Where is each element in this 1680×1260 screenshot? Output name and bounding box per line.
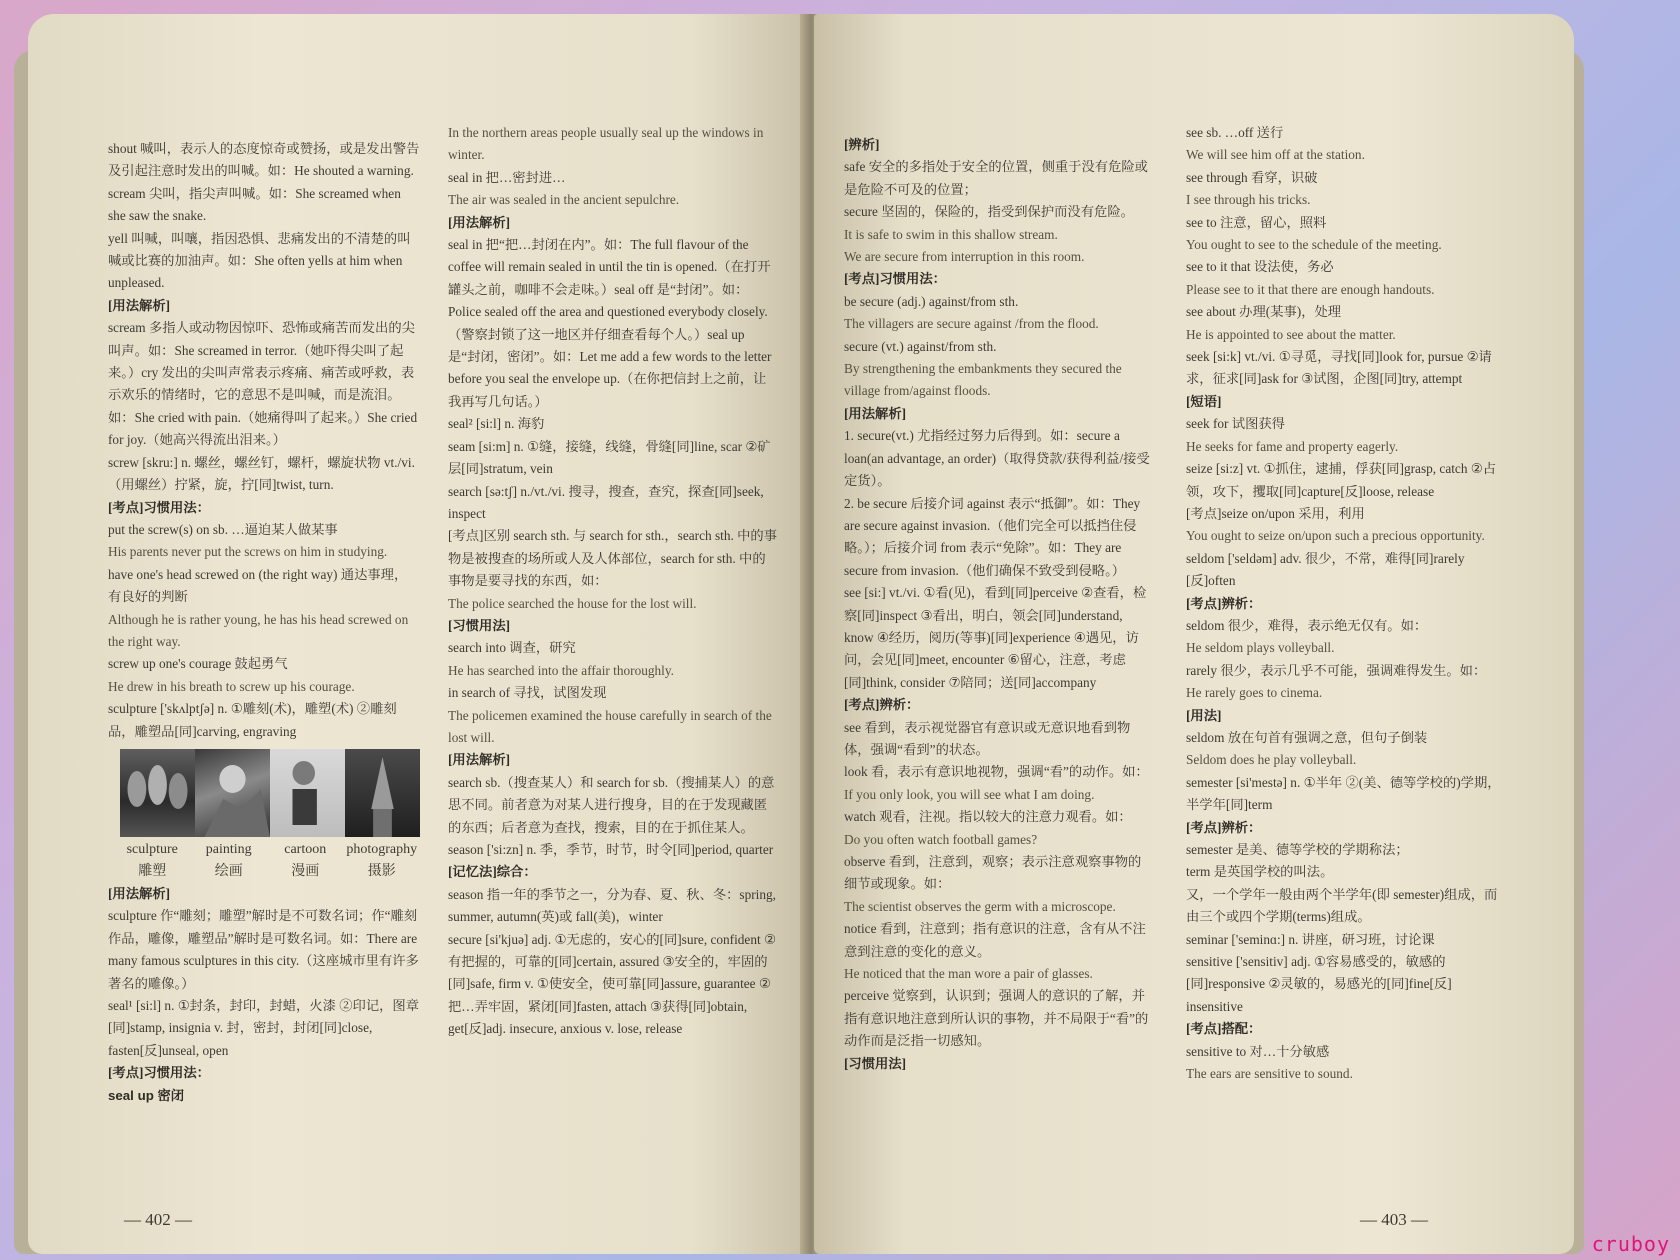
phrase-secure-against: secure (vt.) against/from sth. [844, 338, 997, 354]
note-semester: 又，一个学年一般由两个半学年(即 semester)组成，而由三个或四个学期(terms)组成。 [1186, 886, 1498, 925]
example-sentence: The air was sealed in the ancient sepulchre. [448, 192, 680, 208]
phrase-sensitive-to: sensitive to 对…十分敏感 [1186, 1043, 1330, 1059]
phrase-seal-up: seal up 密闭 [108, 1087, 185, 1103]
example-sentence: The police searched the house for the lost will. [448, 595, 697, 611]
section-collocation: [考点]搭配： [1186, 1021, 1262, 1037]
caption-cn-cartoon: 漫画 [291, 863, 320, 879]
phrase-screw-up-courage: screw up one's courage 鼓起勇气 [108, 656, 288, 672]
open-book [14, 14, 1584, 1254]
page-number-right: — 403 — [1360, 1210, 1428, 1229]
photography-image [345, 749, 420, 837]
caption-cn-sculpture: 雕塑 [138, 863, 167, 879]
section-usage-analysis: [用法解析] [448, 752, 511, 768]
left-page [28, 14, 808, 1254]
entry-screw: screw [skru:] n. 螺丝，螺丝钉，螺杆，螺旋状物 vt./vi.（用螺丝）拧紧，旋，拧[同]twist, turn. [108, 454, 415, 493]
phrase-see-about: see about 办理(某事)，处理 [1186, 304, 1342, 320]
entry-seldom: seldom ['seldəm] adv. 很少，不常，难得[同]rarely [反]often [1186, 550, 1465, 589]
example-sentence: You ought to see to the schedule of the meeting. [1186, 237, 1442, 253]
section-usage-analysis: [用法解析] [108, 885, 171, 901]
caption-painting: painting [205, 841, 252, 857]
example-sentence: It is safe to swim in this shallow stream. [844, 226, 1058, 242]
entry-yell: yell 叫喊，叫嚷，指因恐惧、悲痛发出的不清楚的叫喊或比赛的加油声。如：She often yells at him when unpleased. [108, 230, 411, 291]
entry-shout: shout 喊叫，表示人的态度惊奇或赞扬，或是发出警告及引起注意时发出的叫喊。如：He shouted a warning. [108, 141, 420, 179]
discrimination-rarely: rarely 很少，表示几乎不可能，强调难得发生。如： [1186, 662, 1487, 678]
section-discrimination: [辨析] [844, 137, 880, 152]
example-sentence: By strengthening the embankments they secured the village from/against floods. [844, 361, 1122, 399]
phrase-in-search-of: in search of 寻找，试图发现 [448, 685, 607, 701]
section-usage: [用法] [1186, 707, 1222, 723]
section-key-point: [考点]辨析： [1186, 819, 1262, 835]
picture-captions-chinese [114, 861, 420, 883]
example-sentence: Although he is rather young, he has his head screwed on the right way. [108, 611, 409, 649]
phrase-seal-in: seal in 把…密封进… [448, 169, 566, 185]
section-idiom-usage: [习惯用法] [448, 617, 511, 633]
entry-seminar: seminar ['seminɑ:] n. 讲座，研习班，讨论课 [1186, 931, 1435, 947]
example-sentence: We will see him off at the station. [1186, 147, 1365, 163]
section-key-point: [考点]习惯用法： [108, 1065, 210, 1081]
entry-secure: secure [si'kjuə] adj. ①无虑的，安心的[同]sure, confident ②有把握的，可靠的[同]certain, assured ③安全的，牢固的[同]safe, firm v. ①使安全，使可靠[同]assure, guarantee ②把…弄牢固，紧闭[同]fasten, attach ③获得[同]obtain, get[反]adj. insecure, anxious v. lose, release [448, 931, 776, 1037]
usage-sculpture: sculpture 作“雕刻；雕塑”解时是不可数名词；作“雕刻作品，雕像，雕塑品”解时是可数名词。如：There are many famous sculptures in this city.（这座城市里有许多著名的雕像。） [108, 908, 419, 991]
discrimination-term: term 是英国学校的叫法。 [1186, 864, 1334, 880]
discrimination-watch: watch 观看，注视。指以较大的注意力观看。如： [844, 809, 1132, 825]
discrimination-observe: observe 看到，注意到，观察；表示注意观察事物的细节或现象。如： [844, 854, 1142, 892]
entry-sensitive: sensitive ['sensitiv] adj. ①容易感受的，敏感的[同]responsive ②灵敏的，易感光的[同]fine[反] insensitive [1186, 954, 1452, 1014]
example-sentence: He seldom plays volleyball. [1186, 640, 1335, 656]
discrimination-see: see 看到，表示视觉器官有意识或无意识地看到物体，强调“看到”的状态。 [844, 719, 1131, 757]
phrase-head-screwed-on: have one's head screwed on (the right way) 通达事理，有良好的判断 [108, 566, 408, 605]
section-usage-analysis: [用法解析] [844, 405, 907, 421]
left-page-column-2 [448, 122, 778, 1162]
sculpture-photo [120, 749, 195, 837]
caption-cn-painting: 绘画 [214, 863, 243, 879]
example-sentence: The villagers are secure against /from the flood. [844, 316, 1099, 332]
memory-season: season 指一年的季节之一，分为春、夏、秋、冬：spring, summer, autumn(英)或 fall(美)，winter [448, 886, 776, 925]
right-page-column-1 [844, 134, 1154, 1162]
entry-semester: semester [si'mestə] n. ①半年 ②(美、德等学校的)学期，半学年[同]term [1186, 774, 1501, 813]
left-page-column-1 [108, 138, 420, 1162]
section-key-point: [考点]辨析： [1186, 595, 1262, 611]
example-sentence: Do you often watch football games? [844, 831, 1038, 847]
section-memory-method: [记忆法]综合： [448, 864, 537, 880]
discrimination-notice: notice 看到，注意到；指有意识的注意，含有从不注意到注意的变化的意义。 [844, 921, 1146, 959]
example-sentence: You ought to seize on/upon such a precious opportunity. [1186, 528, 1485, 544]
phrase-see-off: see sb. …off 送行 [1186, 125, 1284, 140]
phrase-see-to: see to 注意，留心，照料 [1186, 214, 1327, 230]
discrimination-look: look 看，表示有意识地视物，强调“看”的动作。如： [844, 764, 1149, 780]
discrimination-safe: safe 安全的多指处于安全的位置，侧重于没有危险或是危险不可及的位置； [844, 159, 1148, 197]
page-number-left: — 402 — [124, 1210, 192, 1229]
caption-cn-photography: 摄影 [367, 863, 396, 879]
right-page-column-2 [1186, 122, 1502, 1162]
right-page [814, 14, 1574, 1254]
section-key-point: [考点]辨析： [844, 697, 920, 713]
art-pictures-strip [120, 749, 420, 837]
caption-sculpture: sculpture [126, 841, 178, 857]
entry-season: season ['si:zn] n. 季，季节，时节，时令[同]period, quarter [448, 842, 774, 857]
example-sentence: We are secure from interruption in this room. [844, 249, 1085, 265]
entry-seal-1: seal¹ [si:l] n. ①封条，封印，封蜡，火漆 ②印记，图章[同]stamp, insignia v. 封，密封，封闭[同]close, fasten[反]unseal, open [108, 998, 420, 1058]
discrimination-secure: secure 坚固的，保险的，指受到保护而没有危险。 [844, 204, 1134, 220]
discrimination-seldom: seldom 很少，难得，表示绝无仅有。如： [1186, 617, 1428, 633]
example-sentence: He seeks for fame and property eagerly. [1186, 438, 1399, 454]
keypoint-search: [考点]区别 search sth. 与 search for sth.，search sth. 中的事物是被搜查的场所或人及人体部位，search for sth. 中的事物是要寻找的东西，如： [448, 528, 778, 589]
example-sentence: I see through his tricks. [1186, 192, 1311, 208]
entry-see: see [si:] vt./vi. ①看(见)，看到[同]perceive ②查看，检察[同]inspect ③看出，明白，领会[同]understand, know ④经历，阅历(等事)[同]experience ④遇见，访问，会见[同]meet, encounter ⑥留心，注意，考虑[同]think, consider ⑦陪同；送[同]accompany [844, 585, 1147, 690]
watermark: cruboy [1591, 1232, 1670, 1256]
phrase-see-through: see through 看穿，识破 [1186, 169, 1318, 185]
example-sentence: Please see to it that there are enough handouts. [1186, 281, 1435, 297]
usage-secure-2: 2. be secure 后接介词 against 表示“抵御”。如：They are secure against invasion.（他们完全可以抵挡住侵略。）；后接介词 from 表示“免除”。如：They are secure from invasion.（他们确保不致受到侵略。） [844, 495, 1141, 578]
phrase-see-to-it-that: see to it that 设法使，务必 [1186, 259, 1334, 275]
entry-scream: scream 尖叫，指尖声叫喊。如：She screamed when she saw the snake. [108, 185, 401, 224]
section-key-point: [考点]习惯用法： [844, 271, 946, 287]
example-sentence: The ears are sensitive to sound. [1186, 1066, 1353, 1082]
painting-image [195, 749, 270, 837]
entry-search: search [sə:tʃ] n./vt./vi. 搜寻，搜查，查究，探查[同]seek, inspect [448, 483, 764, 521]
keypoint-seize-on: [考点]seize on/upon 采用，利用 [1186, 505, 1365, 521]
example-sentence: Seldom does he play volleyball. [1186, 752, 1357, 768]
usage-seldom: seldom 放在句首有强调之意，但句子倒装 [1186, 729, 1428, 745]
entry-seam: seam [si:m] n. ①缝，接缝，线缝，骨缝[同]line, scar ②矿层[同]stratum, vein [448, 438, 771, 477]
phrase-be-secure-against: be secure (adj.) against/from sth. [844, 293, 1019, 309]
caption-photography: photography [346, 841, 418, 857]
example-sentence: The policemen examined the house carefully in search of the lost will. [448, 707, 772, 745]
discrimination-perceive: perceive 觉察到，认识到；强调人的意识的了解，并指有意识地注意到所认识的事物，并不局限于“看”的动作而是泛指一切感知。 [844, 988, 1149, 1049]
entry-sculpture: sculpture ['skʌlptʃə] n. ①雕刻(术)，雕塑(术) ②雕刻品，雕塑品[同]carving, engraving [108, 701, 397, 739]
phrase-put-the-screws: put the screw(s) on sb. …逼迫某人做某事 [108, 521, 338, 537]
phrase-search-into: search into 调查，研究 [448, 640, 576, 656]
caption-cartoon: cartoon [284, 841, 327, 857]
example-sentence: In the northern areas people usually seal up the windows in winter. [448, 125, 764, 163]
usage-secure-1: 1. secure(vt.) 尤指经过努力后得到。如：secure a loan(an advantage, an order)（取得贷款/获得利益/接受定货）。 [844, 428, 1150, 489]
section-phrases: [短语] [1186, 393, 1222, 409]
example-sentence: He rarely goes to cinema. [1186, 685, 1323, 701]
cartoon-image [270, 749, 345, 837]
section-idiom-usage: [习惯用法] [844, 1055, 907, 1071]
section-key-point: [考点]习惯用法： [108, 499, 210, 515]
example-sentence: His parents never put the screws on him in studying. [108, 544, 388, 560]
entry-seek: seek [si:k] vt./vi. ①寻觅，寻找[同]look for, pursue ②请求，征求[同]ask for ③试图，企图[同]try, attempt [1186, 349, 1492, 387]
example-sentence: If you only look, you will see what I am doing. [844, 786, 1095, 802]
usage-seal: seal in 把“把…封闭在内”。如：The full flavour of the coffee will remain sealed in until the tin is opened.（在打开罐头之前，咖啡不会走味。）seal off 是“封闭”。如：Police sealed off the area and questioned everybody closely.（警察封锁了这一地区并仔细查看每个人。）seal up 是“封闭，密闭”。如：Let me add a few words to the letter before you seal the envelope up.（在你把信封上之前，让我再写几句话。） [448, 237, 772, 409]
example-sentence: He has searched into the affair thoroughly. [448, 662, 674, 678]
picture-captions [114, 839, 420, 861]
example-sentence: He noticed that the man wore a pair of glasses. [844, 966, 1093, 982]
section-usage-analysis: [用法解析] [108, 297, 171, 313]
usage-scream-cry: scream 多指人或动物因惊吓、恐怖或痛苦而发出的尖叫声。如：She screamed in terror.（她吓得尖叫了起来。）cry 发出的尖叫声常表示疼痛、痛苦或呼救，表示欢乐的情绪时，它的意思不是叫喊，而是流泪。如：She cried with pain.（她痛得叫了起来。）She cried for joy.（她高兴得流出泪来。） [108, 320, 418, 448]
phrase-seek-for: seek for 试图获得 [1186, 416, 1285, 432]
entry-seize: seize [si:z] vt. ①抓住，逮捕，俘获[同]grasp, catch ②占领，攻下，攫取[同]capture[反]loose, release [1186, 461, 1497, 499]
discrimination-semester: semester 是美、德等学校的学期称法； [1186, 842, 1409, 857]
section-usage-analysis: [用法解析] [448, 214, 511, 230]
example-sentence: He is appointed to see about the matter. [1186, 326, 1396, 342]
entry-seal-2: seal² [si:l] n. 海豹 [448, 416, 545, 432]
usage-search-sb: search sb.（搜查某人）和 search for sb.（搜捕某人）的意思不同。前者意为对某人进行搜身，目的在于发现藏匿的东西；后者意为查找，搜索，目的在于抓住某人。 [448, 774, 775, 835]
example-sentence: He drew in his breath to screw up his courage. [108, 678, 355, 694]
example-sentence: The scientist observes the germ with a microscope. [844, 898, 1116, 914]
